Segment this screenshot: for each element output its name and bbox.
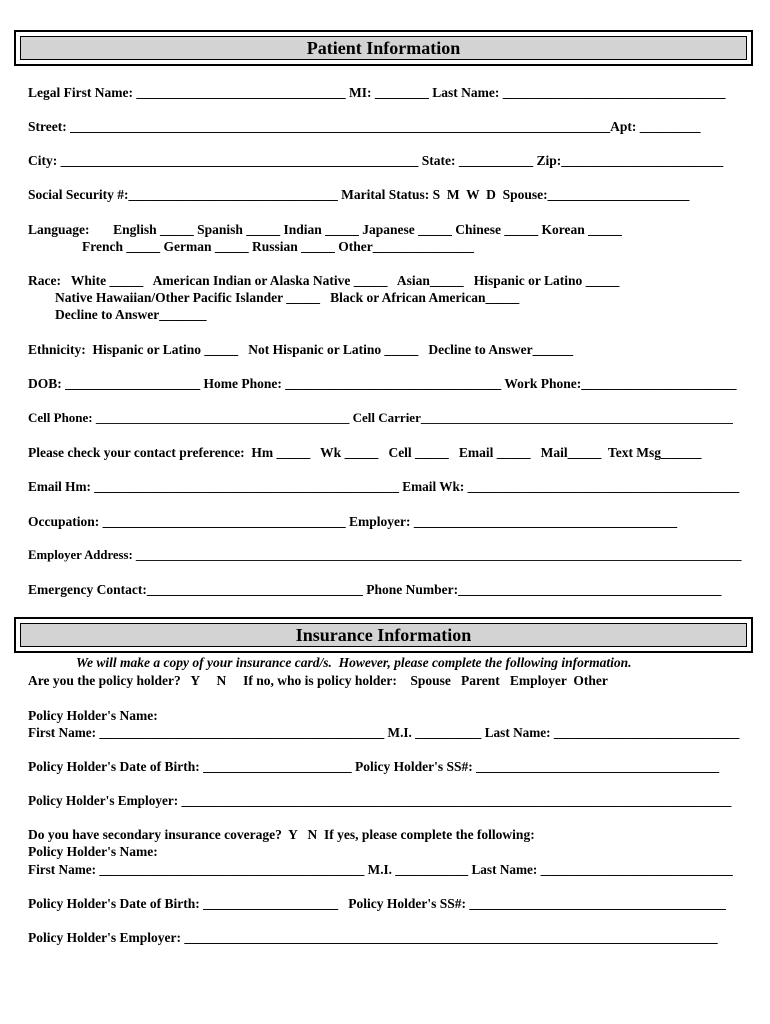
ethnicity-line: Ethnicity: Hispanic or Latino _____ Not Hispanic or Latino _____ Decline to Answer______ (28, 342, 574, 357)
insurance-information-header (14, 617, 753, 653)
policy-holder-question-line: Are you the policy holder? Y N If no, who is policy holder: Spouse Parent Employer Other (28, 673, 608, 688)
patient-information-title: Patient Information (20, 36, 747, 60)
city-line: City: _____________________________________________________ State: ___________ Zip:________________________ (28, 153, 724, 168)
secondary-dob-line: Policy Holder's Date of Birth: ____________________ Policy Holder's SS#: ______________________________________ (28, 896, 726, 911)
secondary-insurance-question-line: Do you have secondary insurance coverage? Y N If yes, please complete the following: (28, 827, 535, 842)
policy-holder-dob-line: Policy Holder's Date of Birth: ______________________ Policy Holder's SS#: ____________________________________ (28, 759, 720, 774)
emergency-contact-line: Emergency Contact:________________________________ Phone Number:_______________________________________ (28, 582, 722, 597)
language-line-1: Language: English _____ Spanish _____ Indian _____ Japanese _____ Chinese _____ Korean _____ (28, 222, 622, 237)
employer-address-line: Employer Address: _______________________________________________________________________________________________ (28, 548, 742, 562)
secondary-employer-line: Policy Holder's Employer: _______________________________________________________________________________ (28, 930, 718, 945)
contact-preference-line: Please check your contact preference: Hm _____ Wk _____ Cell _____ Email _____ Mail_____ Text Msg______ (28, 445, 702, 460)
secondary-policy-holder-name-label: Policy Holder's Name: (28, 844, 158, 859)
insurance-note: We will make a copy of your insurance card/s. However, please complete the following information. (76, 655, 632, 670)
policy-holder-employer-line: Policy Holder's Employer: ___________________________________________________________________________________ (28, 793, 732, 808)
insurance-information-title: Insurance Information (20, 623, 747, 647)
legal-name-line: Legal First Name: _______________________________ MI: ________ Last Name: _________________________________ (28, 85, 726, 100)
race-line-1: Race: White _____ American Indian or Alaska Native _____ Asian_____ Hispanic or Latino _____ (28, 273, 620, 288)
street-line: Street: ________________________________________________________________________________Apt: _________ (28, 119, 701, 134)
race-line-3: Decline to Answer_______ (28, 307, 207, 322)
race-line-2: Native Hawaiian/Other Pacific Islander _____ Black or African American_____ (28, 290, 520, 305)
dob-phone-line: DOB: ____________________ Home Phone: ________________________________ Work Phone:_______________________ (28, 376, 737, 391)
email-line: Email Hm: ______________________________________________ Email Wk: _________________________________________ (28, 479, 740, 494)
patient-information-header (14, 30, 753, 66)
occupation-line: Occupation: ____________________________________ Employer: _______________________________________ (28, 514, 678, 529)
cell-phone-line: Cell Phone: _______________________________________ Cell Carrier________________________________________________ (28, 410, 733, 425)
secondary-first-name-line: First Name: ________________________________________ M.I. ___________ Last Name: _____________________________ (28, 862, 733, 877)
policy-holder-first-name-line: First Name: ___________________________________________ M.I. __________ Last Name: ____________________________ (28, 725, 740, 740)
policy-holder-name-label: Policy Holder's Name: (28, 708, 158, 723)
ssn-marital-line: Social Security #:_______________________________ Marital Status: S M W D Spouse:_____________________ (28, 187, 690, 202)
language-line-2: French _____ German _____ Russian _____ Other_______________ (28, 239, 474, 254)
